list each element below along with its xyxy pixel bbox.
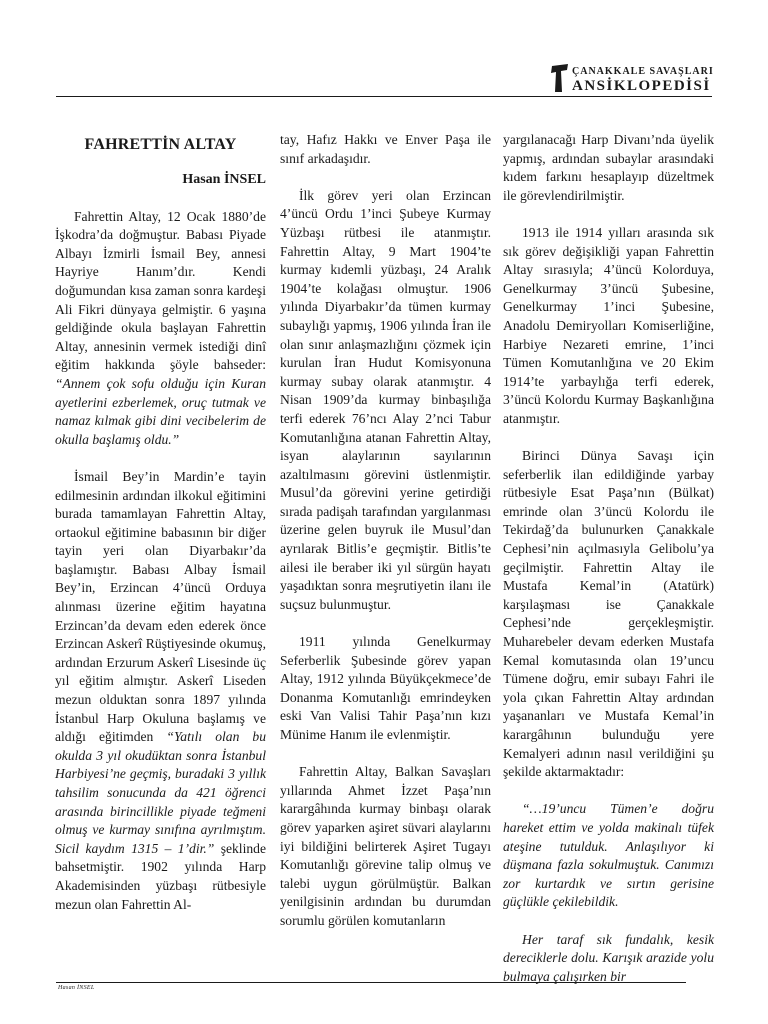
column-2	[280, 131, 491, 931]
paragraph: Fahrettin Altay, Balkan Savaşları yıllarında Ahmet İzzet Paşa’nın karargâhında kurmay binbaşı olarak görev yaparken aşiret süvari alaylarını iyi bildiğini belirterek Aşiret Tugayı Komutanlığı görevine talip olmuş ve talebi uygun görülmüştür. Balkan yenilgisinin ardından bu durumdan sorumlu görülen komutanların	[280, 764, 491, 928]
paragraph: 1911 yılında Genelkurmay Seferberlik Şubesinde görev yapan Altay, 1912 yılında Büyükçekmece’de Donanma Komutanlığı emrindeyken eski Van Valisi Tahir Paşa’nın kızı Münime Hanım ile evlenmiştir.	[280, 634, 491, 742]
encyclopedia-logo	[550, 60, 714, 96]
paragraph: yargılanacağı Harp Divanı’nda üyelik yapmış, ardından subaylar arasındaki kıdem farkını hesaplayıp düzeltmek ile görevlendirilmiştir.	[503, 132, 714, 203]
quote-paragraph: Her taraf sık fundalık, kesik dereciklerle dolu. Karışık arazide yolu bulmaya çalışırken bir	[503, 931, 714, 984]
paragraph: İlk görev yeri olan Erzincan 4’üncü Ordu 1’inci Şubeye Kurmay Yüzbaşı rütbesi ile atanmıştır. Fahrettin Altay, 9 Mart 1904’te kurmay kıdemli yüzbaşı, 24 Aralık 1904’te kolağası olmuştur. 1906 yılında Diyarbakır’da tümen kurmay subaylığı yapmış, 1906 yılında İran ile olan sınır anlaşmazlığını çözmek için kurulan İran Hudut Komisyonuna kurmay subay olarak atanmıştır. 4 Nisan 1909’da kurmay binbaşılığa terfi ederek 76’ncı Alay 2’nci Tabur Komutanlığına atanan Fahrettin Altay, isyan alaylarının sayılarının azaltılmasını görevini üstlenmiştir. Musul’da görevini yerine getirdiği sırada padişah tarafından yargılanması üzerine gelen buyruk ile Musul’dan ayrılarak Bitlis’e geçmiştir. Bitlis’te ailesi ile beraber iki yıl sürgün hayatı yaşadıktan sonra meşrutiyetin ilanı ile suçsuz bulunmuştur.	[280, 187, 491, 612]
helmet-emblem-icon	[550, 62, 570, 94]
column-1	[55, 131, 266, 914]
paragraph: 1913 ile 1914 yılları arasında sık sık görev değişikliği yapan Fahrettin Altay sırasıyla; 4’üncü Kolorduya, Genelkurmay 3’üncü Şubesine, Genelkurmay 1’inci Şubesine, Anadolu Demiryolları Komiserliğine, Harbiye Nezareti emrine, 1’inci Tümen Komutanlığına ve 20 Ekim 1914’te yarbaylığa terfi ederek, 3’üncü Kolordu Kurmay Başkanlığına atanmıştır.	[503, 224, 714, 426]
quote-paragraph: “…19’uncu Tümen’e doğru hareket ettim ve yolda makinalı tüfek ateşine tutulduk. Anlaşılıyor ki düşmana fazla sokulmuştuk. Canımızı zor kurtardık ve sırtın gerisine güçlükle çekilebildik.	[503, 801, 714, 910]
paragraph: Fahrettin Altay, 12 Ocak 1880’de İşkodra’da doğmuştur. Babası Piyade Albayı İzmirli İsmail Bey, annesi Hayriye Hanım’dır. Kendi doğumundan kısa zaman sonra kardeşi Ali Fikri dünyaya gelmiştir. 6 yaşına geldiğinde okula başlayan Fahrettin Altay, annesinin vermek istediği dinî eğitim hakkında şöyle bahseder: “Annem çok sofu olduğu için Kuran ayetlerini ezberlemek, oruç tutmak ve namaz kılmak gibi dini vecibelerim de okulla başlamış oldu.”	[55, 208, 266, 447]
paragraph: Birinci Dünya Savaşı için seferberlik ilan edildiğinde yarbay rütbesiyle Esat Paşa’nın (Bülkat) emrinde olan 3’üncü Kolordu ile Tekirdağ’da bulunurken Çanakkale Cephesi’nin açılmasıyla Gelibolu’ya geçilmiştir. Fahrettin Altay ile Mustafa Kemal’in (Atatürk) karşılaşması ise Çanakkale Cephesi’nde gerçekleşmiştir. Muharebeler devam ederken Mustafa Kemal komutasında olan 19’uncu Tümene doğru, emir subayı Fahri ile yola çıkan Fahrettin Altay ardından yaşananları ve Mustafa Kemal’in karargâhının bulunduğu yere Kemalyeri adının nasıl verildiğini şu şekilde aktarmaktadır:	[503, 448, 714, 780]
header-rule	[56, 96, 712, 97]
article-title: FAHRETTİN ALTAY	[84, 136, 237, 153]
logo-line-2: ANSİKLOPEDİSİ	[572, 78, 711, 94]
paragraph: tay, Hafız Hakkı ve Enver Paşa ile sınıf arkadaşıdır.	[280, 132, 491, 166]
article-author: Hasan İNSEL	[182, 172, 266, 187]
logo-line-1: ÇANAKKALE SAVAŞLARI	[572, 66, 714, 77]
paragraph: İsmail Bey’in Mardin’e tayin edilmesinin ardından ilkokul eğitimini burada tamamlayan Fahrettin Altay, ortaokul eğitimine babasının bir diğer tayin yeri olan Diyarbakır’da başlamıştır. Babası Albay İsmail Bey’in, Erzincan 4’üncü Orduya alınması üzerine eğitim hayatına Erzincan’da devam eden ederek önce Erzincan Askerî Rüştiyesinde okumuş, ardından Erzurum Askerî Lisesinde üç yıl eğitim almıştır. Askerî Liseden mezun olduktan sonra 1897 yılında İstanbul Harp Okuluna başlamış ve aldığı eğitimden “Yatılı olan bu okulda 3 yıl okudüktan sonra İstanbul Harbiyesi’ne geçmiş, buradaki 3 yıllık tahsilim sonucunda da 421 öğrenci arasında birincillikle piyade teğmeni olmuş ve kurmay sınıfına ayrılmıştım. Sicil kaydım 1315 – 1’dir.” şeklinde bahsetmiştir. 1902 yılında Harp Akademisinden yüzbaşı rütbesiyle mezun olan Fahrettin Al-	[55, 468, 267, 912]
footer-rule	[56, 982, 686, 983]
footer-author: Hasan İNSEL	[58, 985, 95, 991]
column-3	[503, 131, 714, 986]
